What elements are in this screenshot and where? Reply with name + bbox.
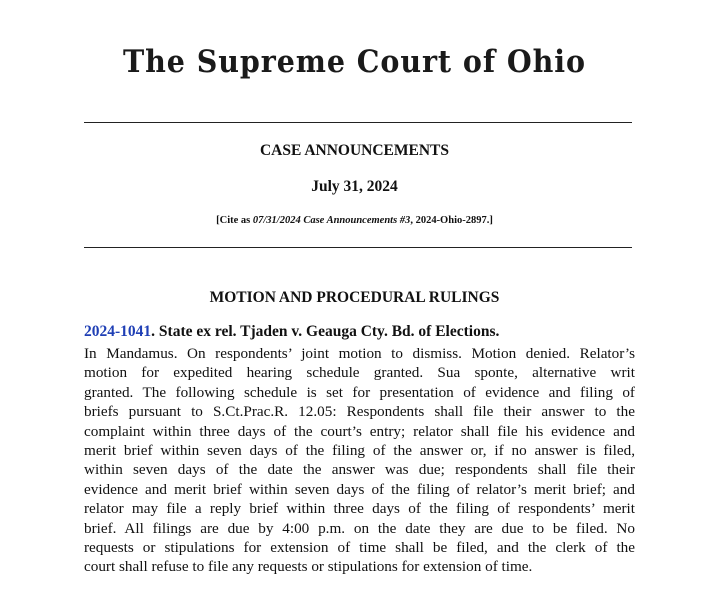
case-ruling-text (84, 344, 635, 577)
citation-line (0, 215, 709, 226)
case-number-link[interactable]: 2024-1041 (84, 323, 152, 340)
citation-prefix: [Cite as (216, 215, 253, 226)
ruling-line: within seven days of the date the answer was due; respondents shall file their (84, 461, 635, 479)
bottom-divider (84, 247, 632, 248)
ruling-line: complaint within three days of the court’s entry; relator shall file his evidence and (84, 422, 635, 440)
ruling-line: evidence and merit brief within seven days of the filing of relator’s merit brief; and (84, 480, 635, 498)
ruling-line: relator may file a reply brief within three days of the filing of respondents’ merit (84, 500, 635, 518)
ruling-line: briefs pursuant to S.Ct.Prac.R. 12.05: Respondents shall file their answer to the (84, 403, 635, 421)
case-caption: . State ex rel. Tjaden v. Geauga Cty. Bd. of Elections. (151, 323, 500, 340)
case-heading (84, 323, 499, 341)
ruling-line: In Mandamus. On respondents’ joint motion to dismiss. Motion denied. Relator’s (84, 345, 635, 362)
ruling-line: requests or stipulations for extension of time shall be filed, and the clerk of the (84, 538, 635, 556)
announcement-date: July 31, 2024 (311, 178, 398, 195)
citation-suffix: , 2024-Ohio-2897.] (410, 215, 493, 226)
court-masthead: The Supreme Court of Ohio (123, 44, 586, 80)
ruling-line: granted. The following schedule is set for presentation of evidence and filing of (84, 383, 635, 401)
top-divider (84, 122, 632, 123)
announcements-title: CASE ANNOUNCEMENTS (259, 142, 450, 159)
section-title: MOTION AND PROCEDURAL RULINGS (209, 289, 500, 306)
ruling-line: merit brief within seven days of the filing of the answer or, if no answer is filed, (84, 441, 635, 459)
ruling-line: court shall refuse to file any requests or stipulations for extension of time. (84, 558, 533, 576)
citation-italic: 07/31/2024 Case Announcements #3 (252, 215, 411, 226)
ruling-line: motion for expedited hearing schedule granted. Sua sponte, alternative writ (84, 364, 635, 382)
ruling-line: brief. All filings are due by 4:00 p.m. on the date they are due to be filed. No (84, 519, 635, 537)
